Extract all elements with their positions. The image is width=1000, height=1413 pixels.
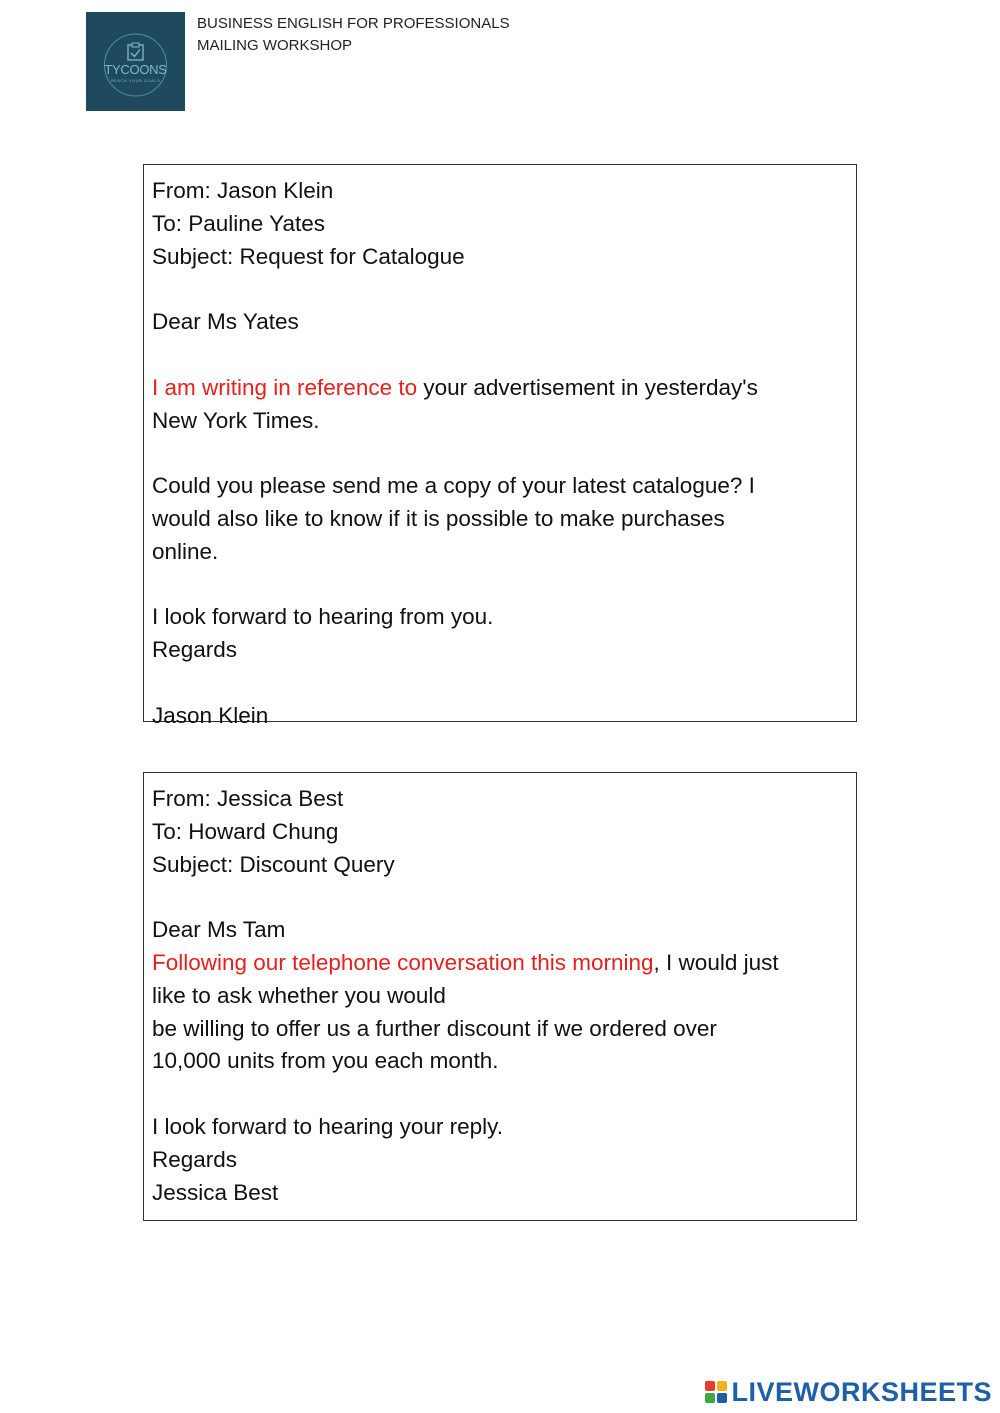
liveworksheets-watermark bbox=[705, 1375, 992, 1409]
paragraph-text: 10,000 units from you each month. bbox=[152, 1048, 499, 1074]
watermark-text: LIVEWORKSHEETS bbox=[731, 1376, 992, 1407]
email-greeting: Dear Ms Tam bbox=[152, 917, 286, 943]
paragraph-text: would also like to know if it is possible to make purchases bbox=[152, 505, 725, 531]
paragraph-text: be willing to offer us a further discount if we ordered over bbox=[152, 1015, 717, 1041]
email-from: From: Jessica Best bbox=[152, 786, 344, 811]
paragraph-text: like to ask whether you would bbox=[152, 982, 446, 1008]
email-signoff: Regards bbox=[152, 637, 238, 663]
logo-tagline: REACH YOUR GOALS bbox=[110, 78, 161, 83]
email-signature: Jessica Best bbox=[152, 1179, 279, 1205]
email-paragraph-1 bbox=[152, 947, 848, 980]
email-closing: I look forward to hearing your reply. bbox=[152, 1113, 504, 1139]
email-letter-1 bbox=[143, 164, 857, 728]
paragraph-text: New York Times. bbox=[152, 407, 320, 433]
header-workshop-title: MAILING WORKSHOP bbox=[197, 37, 353, 54]
liveworksheets-logo-icon bbox=[705, 1381, 727, 1403]
email-to: To: Pauline Yates bbox=[152, 210, 326, 236]
email-paragraph-2: Could you please send me a copy of your latest catalogue? I bbox=[152, 473, 755, 499]
email-paragraph-1 bbox=[152, 372, 848, 405]
header-course-title: BUSINESS ENGLISH FOR PROFESSIONALS bbox=[197, 15, 510, 32]
email-signature: Jason Klein bbox=[152, 702, 269, 728]
highlighted-phrase: I am writing in reference to bbox=[152, 374, 418, 400]
email-signoff: Regards bbox=[152, 1146, 238, 1172]
email-subject: Subject: Request for Catalogue bbox=[152, 243, 465, 269]
paragraph-text: your advertisement in yesterday's bbox=[417, 374, 758, 400]
paragraph-text: online. bbox=[152, 538, 219, 564]
worksheet-header bbox=[197, 13, 510, 57]
email-from: From: Jason Klein bbox=[152, 178, 334, 203]
logo-name: TYCOONS bbox=[104, 62, 167, 77]
email-to: To: Howard Chung bbox=[152, 818, 339, 844]
highlighted-phrase: Following our telephone conversation this morning bbox=[152, 949, 654, 975]
email-closing: I look forward to hearing from you. bbox=[152, 604, 494, 630]
email-subject: Subject: Discount Query bbox=[152, 851, 395, 877]
tycoons-logo bbox=[86, 12, 185, 111]
email-letter-2 bbox=[143, 772, 857, 1221]
email-greeting: Dear Ms Yates bbox=[152, 309, 299, 335]
paragraph-text: , I would just bbox=[653, 949, 779, 975]
